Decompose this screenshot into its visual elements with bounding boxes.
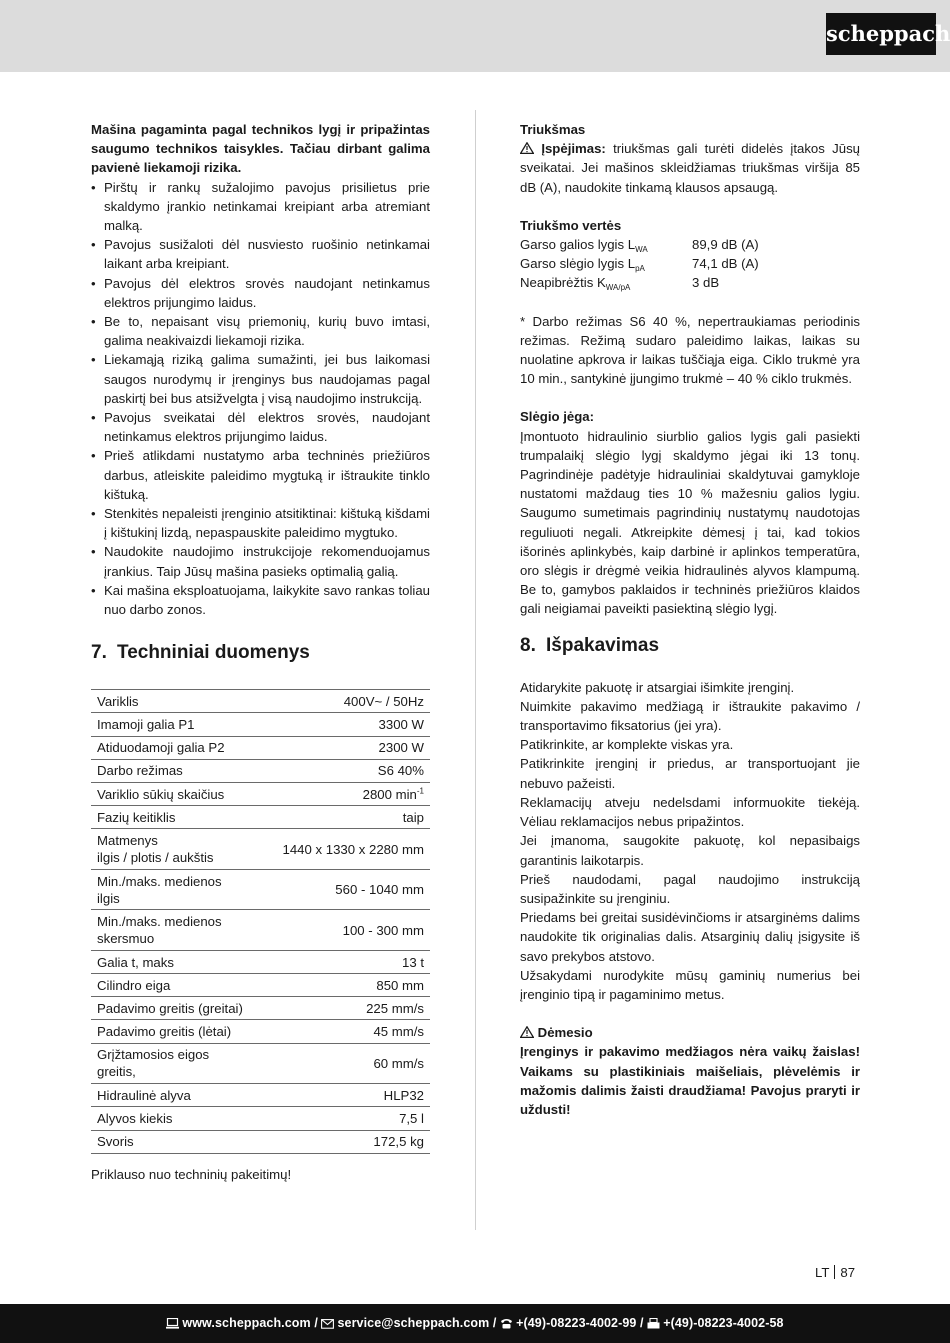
spec-value [263, 950, 430, 973]
spec-row [91, 806, 430, 829]
page-number-separator [834, 1265, 835, 1279]
spec-label: Min./maks. medienos ilgis [91, 869, 263, 910]
footer-separator: / [636, 1316, 648, 1330]
spec-row [91, 1084, 430, 1107]
spec-value-text: 1440 x 1330 x 2280 mm [282, 841, 424, 857]
spec-value-text: 100 - 300 mm [342, 922, 424, 938]
page-number [815, 1265, 855, 1280]
spec-value [263, 759, 430, 782]
spec-label: Variklio sūkių skaičius [91, 783, 263, 806]
spec-label: Padavimo greitis (greitai) [91, 997, 263, 1020]
section-7-number: 7. [91, 642, 107, 664]
spec-value [263, 974, 430, 997]
attention-heading [520, 1023, 860, 1042]
risk-list-item: • Pavojus susižaloti dėl nusviesto ruošinio netinkamai laikant arba kreipiant. [91, 235, 430, 273]
risk-list-item: • Pavojus dėl elektros srovės naudojant netinkamus elektros prijungimo laidus. [91, 274, 430, 312]
spec-row [91, 869, 430, 910]
language-code: LT [815, 1265, 830, 1280]
spec-label: Alyvos kiekis [91, 1107, 263, 1130]
risk-list-item: • Prieš atlikdami nustatymo arba techninės priežiūros darbus, atleiskite paleidimo mygtuką ir ištraukite tinklo kištuką. [91, 446, 430, 504]
noise-label [520, 273, 692, 292]
spec-value-text: 172,5 kg [373, 1134, 424, 1150]
noise-value: 74,1 dB (A) [692, 256, 759, 272]
page-footer [0, 1304, 950, 1343]
risk-list-item: • Pavojus sveikatai dėl elektros srovės, naudojant netinkamus elektros prijungimo laidus. [91, 408, 430, 446]
technical-changes-note: Priklauso nuo techninių pakeitimų! [91, 1166, 292, 1182]
spec-value [263, 783, 430, 806]
noise-values-table [520, 235, 759, 293]
spec-value-text: 225 mm/s [366, 1000, 424, 1016]
spec-label: Padavimo greitis (lėtai) [91, 1020, 263, 1043]
spec-row [91, 713, 430, 736]
spec-label: Grįžtamosios eigos greitis, [91, 1043, 263, 1084]
website-link[interactable]: www.scheppach.com [182, 1316, 311, 1330]
duty-cycle-note: * Darbo režimas S6 40 %, nepertraukiamas periodinis režimas. Režimą sudaro paleidimo laikas, laikas su nuolatine apkrova ir laikas tuščiąja eiga. Ciklo trukmė yra 10 min., santykinė įjungimo trukmė – 40 % ciklo trukmės. [520, 313, 860, 387]
spec-label: Svoris [91, 1130, 263, 1153]
spec-row [91, 1107, 430, 1130]
footer-separator: / [310, 1316, 322, 1330]
risk-list-item: • Kai mašina eksploatuojama, laikykite savo rankas toliau nuo darbo zonos. [91, 581, 430, 619]
risk-list-item: • Liekamąją riziką galima sumažinti, jei bus laikomasi saugos nurodymų ir įrenginys bus naudojamas pagal paskirtį bei bus atsižvelgta į visą naudojimo instrukciją. [91, 350, 430, 408]
spec-label: Hidraulinė alyva [91, 1084, 263, 1107]
unpacking-instructions [520, 678, 860, 1004]
risk-list-item: • Be to, nepaisant visų priemonių, kurių buvo imtasi, galima neakivaizdi liekamoji rizika. [91, 312, 430, 350]
column-divider [475, 110, 476, 1230]
spec-value-text: 560 - 1040 mm [335, 882, 424, 898]
spec-value [263, 1084, 430, 1107]
noise-row [520, 273, 759, 292]
spec-value [263, 1107, 430, 1130]
section-7-title: Techniniai duomenys [117, 642, 310, 664]
noise-label-text: Garso slėgio lygis L [520, 256, 636, 272]
unpacking-step: Prieš naudodami, pagal naudojimo instrukciją susipažinkite su įrenginiu. [520, 871, 860, 906]
noise-label [520, 254, 692, 273]
spec-value-text: 400V~ / 50Hz [343, 693, 424, 709]
spec-value-text: taip [402, 809, 424, 825]
page-header [0, 0, 950, 72]
spec-value [263, 910, 430, 951]
unpacking-step: Atidarykite pakuotę ir atsargiai išimkite įrenginį. [520, 679, 795, 695]
noise-value: 89,9 dB (A) [692, 237, 759, 253]
section-8-number: 8. [520, 634, 536, 656]
spec-value-text: 3300 W [378, 717, 424, 733]
unpacking-step: Reklamacijų atveju nedelsdami informuokite tiekėją. Vėliau reklamacijos nebus pripažintos. [520, 794, 860, 830]
noise-label-text: Neapibrėžtis K [520, 275, 606, 291]
spec-label: Min./maks. medienos skersmuo [91, 910, 263, 951]
spec-value-unit-exponent: -1 [416, 786, 424, 796]
spec-row [91, 997, 430, 1020]
spec-label: Cilindro eiga [91, 974, 263, 997]
spec-value [263, 806, 430, 829]
spec-value [263, 869, 430, 910]
spec-value [263, 1043, 430, 1084]
left-column [91, 120, 430, 1184]
spec-row [91, 829, 430, 870]
spec-row [91, 1130, 430, 1153]
spec-row [91, 1043, 430, 1084]
noise-label-text: Garso galios lygis L [520, 237, 636, 253]
warning-icon [520, 142, 534, 154]
pressure-text: Įmontuoto hidraulinio siurblio galios lygis gali pasiekti trumpalaikį slėgio lygį skaldymo jėgai iki 13 tonų. Pagrindinėje padėtyje hidrauliniai skaldytuvai gamykloje nustatomi maždaug ties 10 % mažesniu galios lygiu. Saugumo sumetimais pagrindinių nustatymų naudotojas reguliuoti negali. Atkreipkite dėmesį į tai, kad tokios išorinės aplinkybės, kaip darbinė ir aplinkos temperatūra, oro slėgis ir drėgmė veikia hidraulinės alyvos klampumą. Be to, gamybos paklaidos ir techninės priežiūros klaidos gali neigiamai paveikti pasiektiną slėgio lygį. [520, 428, 860, 617]
noise-label-subscript: WA/pA [605, 283, 631, 293]
spec-label: Matmenys ilgis / plotis / aukštis [91, 829, 263, 870]
spec-value-text: 13 t [402, 954, 424, 970]
spec-value-text: 60 mm/s [373, 1055, 424, 1071]
section-8-heading [520, 634, 860, 658]
spec-value [263, 1020, 430, 1043]
section-7-heading [91, 641, 430, 665]
spec-row [91, 1020, 430, 1043]
right-column [520, 120, 860, 1119]
spec-value [263, 829, 430, 870]
spec-row [91, 690, 430, 713]
spec-label: Fazių keitiklis [91, 806, 263, 829]
spec-row [91, 974, 430, 997]
spec-value-text: S6 40% [377, 763, 424, 779]
warning-text: triukšmas gali turėti didelės įtakos Jūsų sveikatai. Jei mašinos skleidžiamas triukšmas viršija 85 dB (A), naudokite tinkamą klausos apsaugą. [520, 141, 860, 195]
footer-separator: / [489, 1316, 501, 1330]
spec-value [263, 997, 430, 1020]
spec-row [91, 910, 430, 951]
spec-row [91, 950, 430, 973]
email-link[interactable]: service@scheppach.com [337, 1316, 490, 1330]
unpacking-step: Užsakydami nurodykite mūsų gaminių numerius bei įrenginio tipą ir pagaminimo metus. [520, 967, 860, 1002]
noise-value: 3 dB [692, 275, 720, 291]
noise-label [520, 235, 692, 254]
phone-icon [500, 1318, 513, 1329]
risk-list-item: • Stenkitės nepaleisti įrenginio atsitiktinai: kištuką kišdami į kištukinį lizdą, nepaspauskite paleidimo mygtuko. [91, 504, 430, 542]
fax-icon [647, 1318, 660, 1329]
spec-row [91, 736, 430, 759]
warning-label: Įspėjimas: [541, 141, 606, 157]
page-number-value: 87 [840, 1265, 856, 1280]
noise-values-heading: Triukšmo vertės [520, 217, 622, 233]
spec-value-text: 45 mm/s [373, 1024, 424, 1040]
spec-label: Atiduodamoji galia P2 [91, 736, 263, 759]
section-8-title: Išpakavimas [546, 634, 660, 656]
attention-label: Dėmesio [537, 1025, 593, 1041]
spec-label: Variklis [91, 690, 263, 713]
computer-icon [166, 1318, 179, 1329]
phone-number: +(49)-08223-4002-99 [516, 1316, 637, 1330]
envelope-icon [321, 1318, 334, 1329]
spec-value-text: 2300 W [378, 740, 424, 756]
risk-list-item: • Pirštų ir rankų sužalojimo pavojus prisilietus prie skaldymo įrankio netinkamai kreipiant arba atremiant malką. [91, 178, 430, 236]
unpacking-step: Patikrinkite, ar komplekte viskas yra. [520, 737, 734, 753]
spec-value-text: 2800 min [362, 786, 417, 802]
noise-label-subscript: WA [635, 245, 648, 255]
spec-value [263, 690, 430, 713]
unpacking-step: Jei įmanoma, saugokite pakuotę, kol nepasibaigs garantinis laikotarpis. [520, 833, 860, 868]
noise-row [520, 254, 759, 273]
noise-warning [520, 139, 860, 197]
spec-value-text: 850 mm [376, 977, 424, 993]
spec-row [91, 759, 430, 782]
unpacking-step: Patikrinkite įrenginį ir priedus, ar transportuojant jie nebuvo pažeisti. [520, 756, 860, 791]
pressure-heading: Slėgio jėga: [520, 409, 595, 425]
residual-risk-list [91, 178, 430, 620]
spec-value [263, 1130, 430, 1153]
contact-line [0, 1304, 950, 1343]
spec-value [263, 713, 430, 736]
noise-heading: Triukšmas [520, 122, 586, 137]
fax-number: +(49)-08223-4002-58 [663, 1316, 784, 1330]
spec-value-text: HLP32 [383, 1087, 424, 1103]
risk-list-item: • Naudokite naudojimo instrukcijoje rekomenduojamus įrankius. Taip Jūsų mašina pasieks optimalią galią. [91, 542, 430, 580]
noise-label-subscript: pA [635, 264, 645, 274]
unpacking-step: Priedams bei greitai susidėvinčioms ir atsarginėms dalims naudokite tik originalias dalis. Atsarginių dalių įsigysite iš savo prekybos atstovo. [520, 910, 860, 964]
spec-label: Imamoji galia P1 [91, 713, 263, 736]
residual-risk-intro: Mašina pagaminta pagal technikos lygį ir pripažintas saugumo technikos taisykles. Tačiau dirbant galima pavienė liekamoji rizika. [91, 122, 430, 176]
spec-label: Darbo režimas [91, 759, 263, 782]
technical-data-table [91, 689, 430, 1153]
warning-icon [520, 1026, 534, 1038]
spec-value-text: 7,5 l [399, 1110, 424, 1126]
scheppach-logo: scheppach [826, 13, 936, 55]
noise-row [520, 235, 759, 254]
spec-value [263, 736, 430, 759]
spec-row [91, 783, 430, 806]
attention-text: Įrenginys ir pakavimo medžiagos nėra vaikų žaislas! Vaikams su plastikiniais maišeliais, plėvelėmis ir mažomis dalimis žaisti draudžiama! Pavojus praryti ir uždusti! [520, 1044, 860, 1117]
unpacking-step: Nuimkite pakavimo medžiagą ir ištraukite pakavimo / transportavimo fiksatorius (jei yra). [520, 698, 860, 734]
spec-label: Galia t, maks [91, 950, 263, 973]
